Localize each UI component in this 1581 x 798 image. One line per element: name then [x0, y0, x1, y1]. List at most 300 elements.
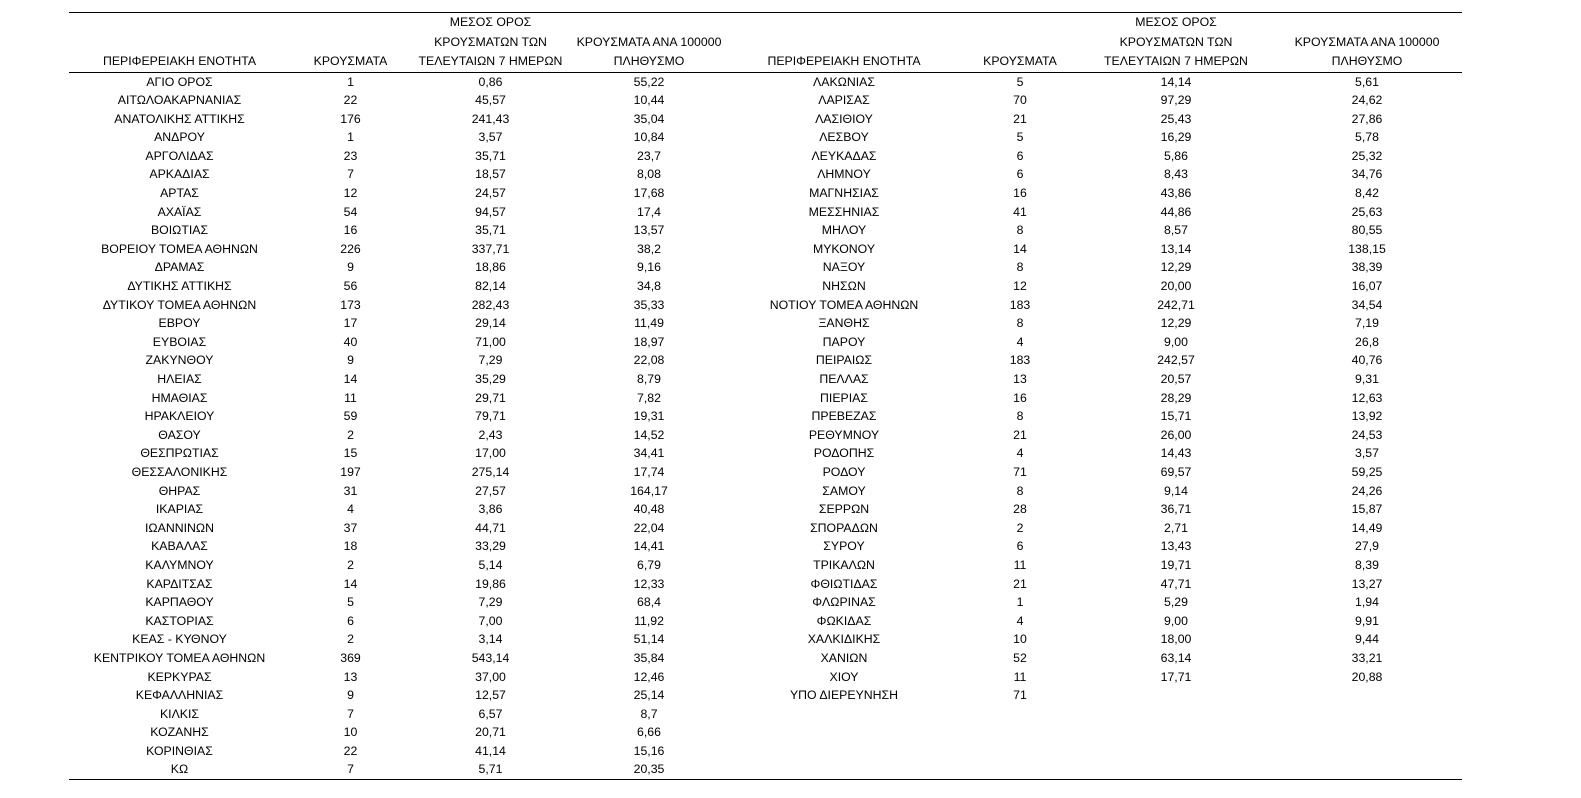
left-cases-cell: 4 [347, 502, 354, 517]
right-region-cell: ΣΠΟΡΑΔΩΝ [810, 520, 878, 535]
table-row [69, 296, 1462, 315]
header-per100k-left: ΚΡΟΥΣΜΑΤΑ ΑΝΑ 100000 ΠΛΗΘΥΣΜΟ [576, 34, 722, 68]
left-per100k-cell: 6,79 [637, 557, 661, 572]
left-per100k-cell: 9,16 [637, 260, 661, 275]
right-avg-cell: 13,14 [1160, 241, 1192, 256]
right-region-cell: ΞΑΝΘΗΣ [818, 316, 870, 331]
left-region-cell: ΗΡΑΚΛΕΙΟΥ [144, 409, 215, 424]
right-avg-cell: 16,29 [1160, 130, 1192, 145]
left-region-cell: ΘΑΣΟΥ [158, 427, 201, 442]
left-per100k-cell: 7,82 [637, 390, 661, 405]
left-per100k-cell: 13,57 [633, 223, 665, 238]
left-region-cell: ΚΑΡΠΑΘΟΥ [145, 595, 214, 610]
left-avg-cell: 29,14 [475, 316, 506, 331]
table-row [69, 314, 1462, 333]
left-region-cell: ΑΓΙΟ ΟΡΟΣ [146, 74, 213, 89]
right-per100k-cell: 80,55 [1351, 223, 1383, 238]
right-per100k-cell [1272, 686, 1462, 705]
right-avg-cell: 19,71 [1160, 557, 1192, 572]
right-cases-cell: 12 [1013, 279, 1027, 294]
right-per100k-cell: 13,27 [1351, 576, 1383, 591]
left-region-cell: ΚΕΡΚΥΡΑΣ [147, 669, 212, 684]
left-region-cell: ΚΟΖΑΝΗΣ [150, 725, 209, 740]
left-cases-cell: 6 [347, 613, 354, 628]
left-region-cell: ΘΗΡΑΣ [158, 483, 201, 498]
right-per100k-cell: 34,54 [1351, 297, 1383, 312]
left-region-cell: ΚΕΑΣ - ΚΥΘΝΟΥ [132, 632, 227, 647]
right-per100k-cell: 25,32 [1351, 148, 1383, 163]
left-avg-cell: 18,57 [475, 167, 506, 182]
left-cases-cell: 11 [344, 390, 357, 405]
table-body [69, 72, 1462, 779]
left-cases-cell: 9 [347, 353, 354, 368]
table-row [69, 147, 1462, 166]
table-row [69, 705, 1462, 724]
right-per100k-cell: 34,76 [1351, 167, 1383, 182]
left-per100k-cell: 34,8 [637, 279, 661, 294]
left-region-cell: ΕΒΡΟΥ [158, 316, 201, 331]
left-cases-cell: 226 [340, 241, 361, 256]
right-avg-cell: 2,71 [1164, 520, 1188, 535]
right-avg-cell [1080, 705, 1272, 724]
right-avg-cell: 47,71 [1160, 576, 1192, 591]
header-row [69, 13, 1462, 72]
left-per100k-cell: 35,84 [633, 650, 665, 665]
right-per100k-cell: 12,63 [1351, 390, 1383, 405]
right-per100k-cell: 8,42 [1355, 186, 1379, 201]
left-avg-cell: 5,14 [478, 557, 503, 572]
left-region-cell: ΚΟΡΙΝΘΙΑΣ [146, 743, 213, 758]
left-avg-cell: 3,14 [478, 632, 503, 647]
left-region-cell: ΑΝΔΡΟΥ [154, 130, 205, 145]
right-region-cell: ΧΑΛΚΙΔΙΚΗΣ [807, 632, 881, 647]
left-avg-cell: 0,86 [478, 74, 503, 89]
header-cases-right: ΚΡΟΥΣΜΑΤΑ [983, 54, 1057, 68]
left-region-cell: ΑΡΓΟΛΙΔΑΣ [145, 148, 214, 163]
right-avg-cell: 9,00 [1164, 613, 1188, 628]
left-cases-cell: 9 [347, 260, 354, 275]
right-region-cell: ΡΕΘΥΜΝΟΥ [808, 427, 880, 442]
left-per100k-cell: 20,35 [633, 762, 665, 777]
right-region-cell: ΠΑΡΟΥ [822, 334, 866, 349]
left-cases-cell: 18 [343, 539, 358, 554]
left-region-cell: ΒΟΡΕΙΟΥ ΤΟΜΕΑ ΑΘΗΝΩΝ [101, 241, 258, 256]
table-row [69, 110, 1462, 129]
left-per100k-cell: 11,92 [634, 613, 664, 628]
table-row [69, 668, 1462, 687]
right-cases-cell: 21 [1013, 576, 1027, 591]
right-cases-cell: 14 [1013, 241, 1027, 256]
left-cases-cell: 37 [343, 520, 358, 535]
left-per100k-cell: 38,2 [637, 241, 661, 256]
right-per100k-cell [1272, 705, 1462, 724]
right-per100k-cell: 9,44 [1355, 632, 1379, 647]
left-cases-cell: 176 [340, 111, 361, 126]
right-avg-cell: 12,29 [1160, 260, 1192, 275]
left-cases-cell: 17 [343, 316, 358, 331]
right-per100k-cell: 9,91 [1355, 613, 1379, 628]
right-region-cell: ΜΑΓΝΗΣΙΑΣ [809, 186, 879, 201]
right-per100k-cell: 15,87 [1351, 502, 1383, 517]
left-cases-cell: 10 [343, 725, 358, 740]
right-avg-cell: 43,86 [1160, 186, 1192, 201]
table-row [69, 221, 1462, 240]
left-per100k-cell: 8,7 [640, 706, 658, 721]
right-per100k-cell: 24,62 [1351, 93, 1383, 108]
right-cases-cell: 21 [1013, 111, 1027, 126]
left-cases-cell: 16 [343, 223, 358, 238]
left-region-cell: ΚΕΦΑΛΛΗΝΙΑΣ [135, 688, 224, 703]
left-avg-cell: 44,71 [475, 520, 506, 535]
right-cases-cell [960, 760, 1080, 779]
left-cases-cell: 15 [343, 446, 358, 461]
right-avg-cell: 242,57 [1157, 353, 1195, 368]
table-row [69, 723, 1462, 742]
left-per100k-cell: 35,04 [633, 111, 665, 126]
right-avg-cell: 15,71 [1160, 409, 1192, 424]
left-avg-cell: 2,43 [478, 427, 503, 442]
right-region-cell [728, 760, 960, 779]
right-per100k-cell: 8,39 [1355, 557, 1379, 572]
table-row [69, 91, 1462, 110]
right-per100k-cell: 5,78 [1355, 130, 1379, 145]
left-region-cell: ΚΕΝΤΡΙΚΟΥ ΤΟΜΕΑ ΑΘΗΝΩΝ [93, 650, 266, 665]
left-region-cell: ΘΕΣΣΑΛΟΝΙΚΗΣ [131, 464, 228, 479]
right-region-cell: ΜΥΚΟΝΟΥ [812, 241, 876, 256]
right-cases-cell: 13 [1013, 372, 1027, 386]
table-row [69, 519, 1462, 538]
left-avg-cell: 337,71 [471, 241, 510, 256]
right-cases-cell: 4 [1016, 334, 1024, 349]
right-per100k-cell: 25,63 [1351, 204, 1383, 219]
table-row [69, 575, 1462, 594]
left-region-cell: ΙΚΑΡΙΑΣ [155, 502, 204, 517]
right-per100k-cell: 7,19 [1355, 316, 1379, 331]
left-region-cell: ΑΙΤΩΛΟΑΚΑΡΝΑΝΙΑΣ [117, 93, 242, 108]
right-region-cell [728, 705, 960, 724]
right-per100k-cell: 1,94 [1355, 595, 1379, 610]
right-region-cell: ΠΕΛΛΑΣ [819, 372, 869, 386]
left-per100k-cell: 23,7 [637, 148, 661, 163]
right-region-cell: ΛΗΜΝΟΥ [817, 167, 871, 182]
left-avg-cell: 29,71 [475, 390, 506, 405]
left-per100k-cell: 35,33 [633, 297, 665, 312]
right-region-cell: ΣΥΡΟΥ [823, 539, 865, 554]
right-cases-cell: 8 [1016, 483, 1024, 498]
right-cases-cell: 5 [1016, 130, 1024, 145]
left-avg-cell: 3,86 [478, 502, 503, 517]
left-per100k-cell: 10,84 [633, 130, 665, 145]
left-per100k-cell: 55,22 [633, 74, 665, 89]
table-row [69, 630, 1462, 649]
right-cases-cell: 16 [1013, 186, 1027, 201]
left-cases-cell: 22 [343, 743, 358, 758]
right-cases-cell: 11 [1013, 557, 1027, 572]
left-cases-cell: 2 [347, 427, 354, 442]
right-per100k-cell: 3,57 [1355, 446, 1379, 461]
left-cases-cell: 1 [347, 74, 354, 89]
header-region-right: ΠΕΡΙΦΕΡΕΙΑΚΗ ΕΝΟΤΗΤΑ [767, 54, 921, 68]
right-cases-cell: 4 [1016, 446, 1024, 461]
right-per100k-cell: 14,49 [1351, 520, 1383, 535]
left-per100k-cell: 22,04 [633, 520, 665, 535]
right-region-cell: ΧΑΝΙΩΝ [820, 650, 868, 665]
table-row [69, 370, 1462, 389]
table-row [69, 444, 1462, 463]
right-cases-cell: 11 [1013, 669, 1027, 684]
table-row [69, 72, 1462, 91]
right-cases-cell: 2 [1016, 520, 1024, 535]
left-avg-cell: 35,71 [475, 148, 506, 163]
left-region-cell: ΚΑΣΤΟΡΙΑΣ [145, 613, 214, 628]
right-region-cell [728, 742, 960, 761]
left-cases-cell: 56 [343, 279, 358, 294]
table-row [69, 686, 1462, 705]
right-per100k-cell: 59,25 [1351, 464, 1383, 479]
right-avg-cell: 8,57 [1164, 223, 1188, 238]
left-region-cell: ΑΡΚΑΔΙΑΣ [149, 167, 210, 182]
left-region-cell: ΚΑΛΥΜΝΟΥ [145, 557, 214, 572]
table-row [69, 389, 1462, 408]
right-avg-cell: 14,14 [1160, 74, 1192, 89]
right-region-cell: ΤΡΙΚΑΛΩΝ [813, 557, 875, 572]
left-cases-cell: 369 [340, 650, 361, 665]
left-avg-cell: 35,29 [475, 372, 506, 386]
right-avg-cell: 5,29 [1164, 595, 1188, 610]
right-region-cell: ΣΕΡΡΩΝ [818, 502, 870, 517]
left-cases-cell: 22 [343, 93, 358, 108]
left-cases-cell: 7 [347, 706, 354, 721]
left-cases-cell: 13 [343, 669, 358, 684]
left-region-cell: ΕΥΒΟΙΑΣ [152, 334, 207, 349]
right-avg-cell [1080, 723, 1272, 742]
header-avg-right: ΜΕΣΟΣ ΟΡΟΣ ΚΡΟΥΣΜΑΤΩΝ ΤΩΝ ΤΕΛΕΥΤΑΙΩΝ 7 ΗΜΕΡΩΝ [1104, 15, 1248, 68]
right-avg-cell: 9,00 [1164, 334, 1188, 349]
table-row [69, 277, 1462, 296]
left-cases-cell: 2 [347, 557, 354, 572]
right-region-cell: ΣΑΜΟΥ [822, 483, 866, 498]
table-row [69, 612, 1462, 631]
right-cases-cell: 8 [1016, 316, 1024, 331]
left-cases-cell: 40 [343, 334, 358, 349]
table-row [69, 463, 1462, 482]
left-avg-cell: 18,86 [475, 260, 506, 275]
right-per100k-cell: 9,31 [1355, 372, 1379, 386]
left-avg-cell: 3,57 [478, 130, 503, 145]
left-region-cell: ΔΡΑΜΑΣ [154, 260, 205, 275]
left-per100k-cell: 22,08 [633, 353, 665, 368]
right-region-cell: ΡΟΔΟΠΗΣ [813, 446, 875, 461]
table-row [69, 203, 1462, 222]
right-cases-cell [960, 742, 1080, 761]
left-cases-cell: 197 [340, 464, 361, 479]
left-per100k-cell: 68,4 [637, 595, 661, 610]
right-avg-cell: 28,29 [1160, 390, 1192, 405]
right-avg-cell: 25,43 [1160, 111, 1192, 126]
right-cases-cell: 70 [1013, 93, 1027, 108]
right-region-cell: ΜΕΣΣΗΝΙΑΣ [808, 204, 880, 219]
left-per100k-cell: 10,44 [633, 93, 665, 108]
left-per100k-cell: 25,14 [633, 688, 665, 703]
right-avg-cell: 17,71 [1160, 669, 1192, 684]
table-row [69, 258, 1462, 277]
right-cases-cell: 71 [1013, 688, 1027, 703]
right-cases-cell: 6 [1016, 167, 1024, 182]
table-row [69, 537, 1462, 556]
left-region-cell: ΗΛΕΙΑΣ [157, 372, 202, 386]
table-row [69, 240, 1462, 259]
right-avg-cell [1080, 742, 1272, 761]
right-avg-cell: 69,57 [1160, 464, 1192, 479]
right-cases-cell [960, 705, 1080, 724]
right-cases-cell: 8 [1016, 223, 1024, 238]
left-avg-cell: 282,43 [471, 297, 510, 312]
right-avg-cell: 9,14 [1164, 483, 1188, 498]
table-row [69, 593, 1462, 612]
left-cases-cell: 54 [343, 204, 358, 219]
right-region-cell: ΥΠΟ ΔΙΕΡΕΥΝΗΣΗ [789, 688, 899, 703]
left-avg-cell: 45,57 [475, 93, 506, 108]
left-avg-cell: 41,14 [475, 743, 506, 758]
right-avg-cell: 12,29 [1160, 316, 1192, 331]
header-region-left: ΠΕΡΙΦΕΡΕΙΑΚΗ ΕΝΟΤΗΤΑ [102, 54, 257, 68]
left-per100k-cell: 34,41 [633, 446, 665, 461]
right-region-cell: ΧΙΟΥ [829, 669, 859, 684]
left-avg-cell: 7,29 [478, 353, 503, 368]
right-cases-cell: 6 [1016, 539, 1024, 554]
left-avg-cell: 7,29 [478, 595, 503, 610]
table-row [69, 742, 1462, 761]
right-avg-cell: 26,00 [1160, 427, 1192, 442]
right-avg-cell: 5,86 [1164, 148, 1188, 163]
right-region-cell [728, 723, 960, 742]
left-per100k-cell: 164,17 [630, 483, 668, 498]
right-cases-cell: 8 [1016, 409, 1024, 424]
right-region-cell: ΛΕΥΚΑΔΑΣ [811, 148, 877, 163]
table-row [69, 333, 1462, 352]
right-per100k-cell: 138,15 [1348, 241, 1386, 256]
right-per100k-cell: 24,53 [1351, 427, 1383, 442]
cases-table [69, 13, 1462, 779]
left-avg-cell: 71,00 [475, 334, 506, 349]
header-cases-left: ΚΡΟΥΣΜΑΤΑ [313, 54, 388, 68]
right-cases-cell: 71 [1013, 464, 1027, 479]
right-region-cell: ΝΟΤΙΟΥ ΤΟΜΕΑ ΑΘΗΝΩΝ [769, 297, 919, 312]
left-cases-cell: 1 [347, 130, 354, 145]
right-per100k-cell: 5,61 [1355, 74, 1379, 89]
left-cases-cell: 5 [347, 595, 354, 610]
table-row [69, 649, 1462, 668]
left-cases-cell: 9 [347, 688, 354, 703]
right-cases-cell: 183 [1009, 297, 1031, 312]
left-avg-cell: 19,86 [475, 576, 506, 591]
right-per100k-cell [1272, 723, 1462, 742]
right-avg-cell: 18,00 [1160, 632, 1192, 647]
right-per100k-cell: 24,26 [1351, 483, 1383, 498]
right-region-cell: ΛΕΣΒΟΥ [819, 130, 869, 145]
left-region-cell: ΖΑΚΥΝΘΟΥ [145, 353, 214, 368]
right-cases-cell [960, 723, 1080, 742]
left-avg-cell: 17,00 [475, 446, 506, 461]
right-cases-cell: 28 [1013, 502, 1027, 517]
right-cases-cell: 21 [1013, 427, 1027, 442]
right-per100k-cell [1272, 742, 1462, 761]
table-row [69, 407, 1462, 426]
right-cases-cell: 41 [1013, 204, 1027, 219]
right-region-cell: ΠΕΙΡΑΙΩΣ [815, 353, 873, 368]
right-cases-cell: 8 [1016, 260, 1024, 275]
left-region-cell: ΔΥΤΙΚΗΣ ΑΤΤΙΚΗΣ [127, 279, 232, 294]
table-row [69, 165, 1462, 184]
right-cases-cell: 183 [1009, 353, 1031, 368]
right-per100k-cell [1272, 760, 1462, 779]
right-per100k-cell: 16,07 [1351, 279, 1383, 294]
right-cases-cell: 6 [1016, 148, 1024, 163]
right-per100k-cell: 38,39 [1351, 260, 1383, 275]
left-region-cell: ΔΥΤΙΚΟΥ ΤΟΜΕΑ ΑΘΗΝΩΝ [102, 297, 257, 312]
table-row [69, 500, 1462, 519]
left-per100k-cell: 8,79 [637, 372, 661, 386]
right-cases-cell: 1 [1016, 595, 1024, 610]
right-region-cell: ΦΩΚΙΔΑΣ [816, 613, 872, 628]
left-per100k-cell: 51,14 [633, 632, 665, 647]
right-per100k-cell: 20,88 [1351, 669, 1383, 684]
right-avg-cell: 36,71 [1160, 502, 1192, 517]
left-region-cell: ΗΜΑΘΙΑΣ [151, 390, 208, 405]
left-per100k-cell: 8,08 [637, 167, 661, 182]
right-region-cell: ΛΑΡΙΣΑΣ [818, 93, 870, 108]
right-region-cell: ΜΗΛΟΥ [821, 223, 867, 238]
right-region-cell: ΦΘΙΩΤΙΔΑΣ [810, 576, 878, 591]
right-per100k-cell: 40,76 [1351, 353, 1383, 368]
left-cases-cell: 2 [347, 632, 354, 647]
left-region-cell: ΒΟΙΩΤΙΑΣ [150, 223, 209, 238]
left-avg-cell: 35,71 [475, 223, 506, 238]
right-avg-cell: 13,43 [1160, 539, 1192, 554]
left-avg-cell: 37,00 [475, 669, 506, 684]
left-avg-cell: 20,71 [475, 725, 506, 740]
left-avg-cell: 79,71 [475, 409, 506, 424]
left-avg-cell: 12,57 [475, 688, 506, 703]
right-avg-cell: 8,43 [1164, 167, 1188, 182]
right-per100k-cell: 27,86 [1351, 111, 1383, 126]
left-avg-cell: 24,57 [475, 186, 506, 201]
left-avg-cell: 94,57 [475, 204, 506, 219]
right-avg-cell: 20,57 [1160, 372, 1192, 386]
right-cases-cell: 10 [1013, 632, 1027, 647]
table-row [69, 351, 1462, 370]
left-per100k-cell: 12,46 [633, 669, 665, 684]
left-region-cell: ΘΕΣΠΡΩΤΙΑΣ [140, 446, 219, 461]
left-per100k-cell: 18,97 [633, 334, 665, 349]
left-region-cell: ΚΩ [170, 762, 189, 777]
right-region-cell: ΡΟΔΟΥ [822, 464, 866, 479]
right-avg-cell: 20,00 [1160, 279, 1192, 294]
right-avg-cell: 63,14 [1160, 650, 1192, 665]
right-cases-cell: 16 [1013, 390, 1027, 405]
header-avg-left: ΜΕΣΟΣ ΟΡΟΣ ΚΡΟΥΣΜΑΤΩΝ ΤΩΝ ΤΕΛΕΥΤΑΙΩΝ 7 ΗΜΕΡΩΝ [418, 15, 563, 68]
left-per100k-cell: 14,52 [633, 427, 665, 442]
right-cases-cell: 5 [1016, 74, 1024, 89]
left-per100k-cell: 17,4 [637, 204, 661, 219]
left-per100k-cell: 40,48 [633, 502, 665, 517]
right-avg-cell: 97,29 [1160, 93, 1192, 108]
right-avg-cell [1080, 686, 1272, 705]
left-region-cell: ΑΧΑΪΑΣ [157, 204, 202, 219]
right-cases-cell: 52 [1013, 650, 1027, 665]
left-avg-cell: 82,14 [475, 279, 506, 294]
left-region-cell: ΑΡΤΑΣ [160, 186, 199, 201]
